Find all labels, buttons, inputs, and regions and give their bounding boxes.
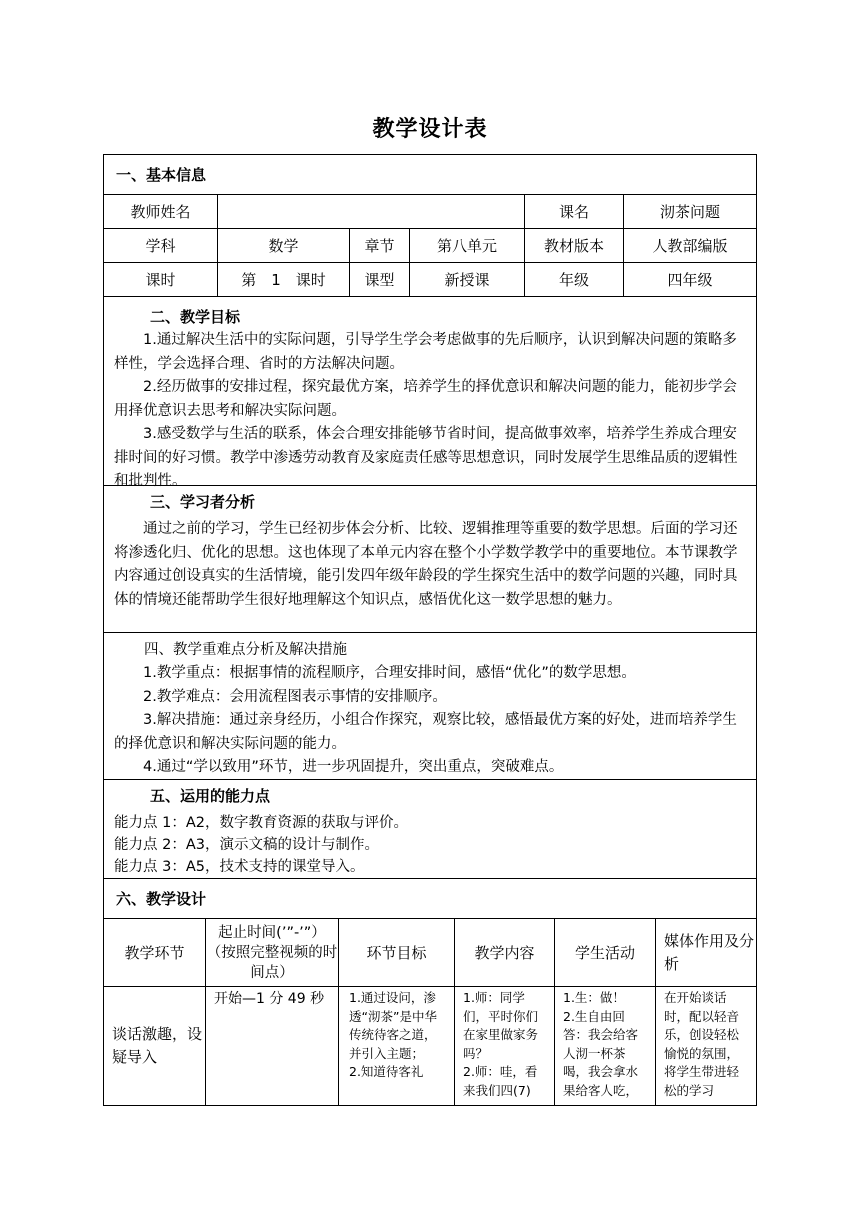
key-point-item: 4.通过“学以致用”环节，进一步巩固提升，突出重点，突破难点。 bbox=[143, 759, 564, 775]
course-name-label: 课名 bbox=[524, 194, 624, 229]
section-teaching-design-title: 六、教学设计 bbox=[116, 890, 207, 908]
row-time-text: 开始—1 分 49 秒 bbox=[214, 991, 325, 1007]
subject-value: 数学 bbox=[217, 228, 350, 263]
goal-paragraph: 1.通过解决生活中的实际问题，引导学生学会考虑做事的先后顺序，认识到解决问题的策略多样性，学会选择合理、省时的方法解决问题。 bbox=[114, 332, 737, 372]
row-content bbox=[454, 986, 555, 1106]
teacher-name-label: 教师姓名 bbox=[103, 194, 218, 229]
teacher-name-value bbox=[217, 194, 525, 229]
section-basic-info-title: 一、基本信息 bbox=[116, 166, 207, 184]
row-media-text: 在开始谈话时，配以轻音乐，创设轻松愉悦的氛围，将学生带进轻松的学习 bbox=[664, 990, 740, 1098]
col-header-media bbox=[655, 918, 757, 987]
row-goal-text: 1.通过设问，渗透“沏茶”是中华传统待客之道，并引入主题； 2.知道待客礼 bbox=[349, 990, 437, 1079]
section-key-points-heading: 四、教学重难点分析及解决措施 bbox=[144, 642, 347, 658]
col-header-time bbox=[205, 918, 339, 987]
key-point-item: 2.教学难点：会用流程图表示事情的安排顺序。 bbox=[143, 688, 447, 705]
grade-label: 年级 bbox=[524, 262, 624, 297]
row-activity bbox=[554, 986, 656, 1106]
row-media bbox=[655, 986, 757, 1106]
period-label: 课时 bbox=[103, 262, 218, 297]
subject-label: 学科 bbox=[103, 228, 218, 263]
key-point-item: 1.教学重点：根据事情的流程顺序，合理安排时间，感悟“优化”的数学思想。 bbox=[143, 665, 636, 681]
course-name-value: 沏茶问题 bbox=[623, 194, 757, 229]
ability-point-item: 能力点 3：A5，技术支持的课堂导入。 bbox=[114, 859, 365, 875]
col-header-goal: 环节目标 bbox=[338, 918, 455, 987]
ability-point-item: 能力点 2：A3，演示文稿的设计与制作。 bbox=[114, 837, 379, 853]
row-content-text: 1.师：同学们，平时你们在家里做家务吗？ 2.师：哇，看来我们四(7) bbox=[463, 990, 539, 1098]
document-title: 教学设计表 bbox=[372, 117, 488, 142]
row-stage-text: 谈话激趣，设疑导入 bbox=[112, 1025, 203, 1066]
section-learner-analysis-heading: 三、学习者分析 bbox=[150, 493, 256, 511]
col-header-media-text: 媒体作用及分析 bbox=[664, 931, 755, 973]
lesson-type-label: 课型 bbox=[349, 262, 410, 297]
section-key-points bbox=[103, 632, 757, 780]
ability-point-item: 能力点 1：A2，数字教育资源的获取与评价。 bbox=[114, 815, 408, 831]
col-header-activity: 学生活动 bbox=[554, 918, 656, 987]
section-ability-points bbox=[103, 779, 757, 879]
row-goal bbox=[338, 986, 455, 1106]
chapter-label: 章节 bbox=[349, 228, 410, 263]
section-teaching-design-heading bbox=[103, 878, 757, 919]
period-value: 第 1 课时 bbox=[217, 262, 350, 297]
section-learner-analysis bbox=[103, 485, 757, 633]
section-teaching-goals-heading: 二、教学目标 bbox=[150, 308, 241, 326]
row-activity-text: 1.生：做！ 2.生自由回答：我会给客人沏一杯茶喝，我会拿水果给客人吃， bbox=[563, 990, 639, 1098]
col-header-time-text: 起止时间(’”-’”） （按照完整视频的时间点） bbox=[206, 924, 338, 981]
lesson-type-value: 新授课 bbox=[409, 262, 525, 297]
section-teaching-goals bbox=[103, 296, 757, 489]
col-header-content: 教学内容 bbox=[454, 918, 555, 987]
chapter-value: 第八单元 bbox=[409, 228, 525, 263]
row-stage bbox=[103, 986, 206, 1106]
row-time bbox=[205, 986, 339, 1106]
textbook-edition-value: 人教部编版 bbox=[623, 228, 757, 263]
key-point-item: 3.解决措施：通过亲身经历，小组合作探究，观察比较，感悟最优方案的好处，进而培养学生的择优意识和解决实际问题的能力。 bbox=[114, 712, 737, 752]
section-basic-info-heading bbox=[103, 154, 757, 195]
textbook-edition-label: 教材版本 bbox=[524, 228, 624, 263]
section-ability-points-heading: 五、运用的能力点 bbox=[150, 787, 271, 805]
goal-paragraph: 2.经历做事的安排过程，探究最优方案，培养学生的择优意识和解决问题的能力，能初步学会用择优意识去思考和解决实际问题。 bbox=[114, 379, 737, 419]
goal-paragraph: 3.感受数学与生活的联系，体会合理安排能够节省时间，提高做事效率，培养学生养成合理安排时间的好习惯。教学中渗透劳动教育及家庭责任感等思想意识，同时发展学生思维品质的逻辑性和批判性。 bbox=[114, 426, 738, 489]
col-header-stage: 教学环节 bbox=[103, 918, 206, 987]
grade-value: 四年级 bbox=[623, 262, 757, 297]
learner-analysis-paragraph: 通过之前的学习，学生已经初步体会分析、比较、逻辑推理等重要的数学思想。后面的学习还将渗透化归、优化的思想。这也体现了本单元内容在整个小学数学教学中的重要地位。本节课教学内容通过创设真实的生活情境，能引发四年级年龄段的学生探究生活中的数学问题的兴趣，同时具体的情境还能帮助学生很好地理解这个知识点，感悟优化这一数学思想的魅力。 bbox=[114, 521, 738, 608]
